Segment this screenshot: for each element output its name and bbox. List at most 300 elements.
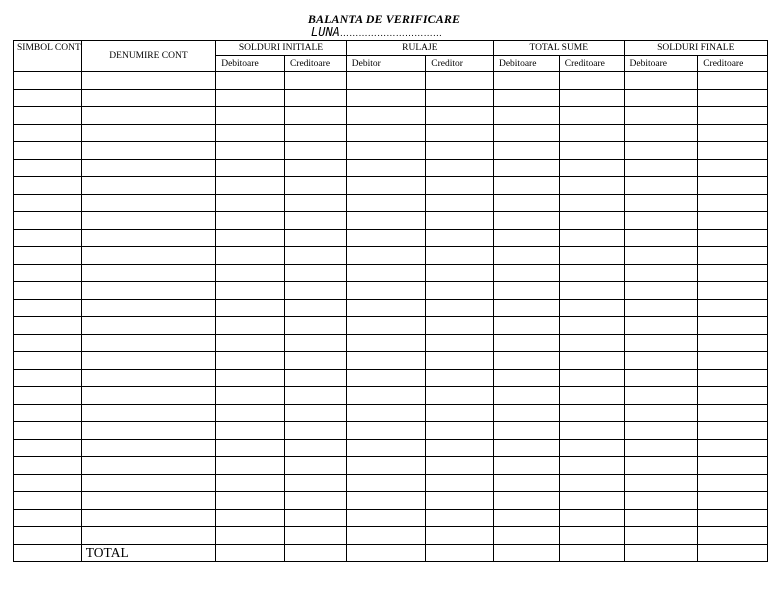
table-cell[interactable]: [81, 142, 215, 160]
table-cell[interactable]: [624, 422, 698, 440]
table-cell[interactable]: [559, 72, 624, 90]
table-cell[interactable]: [559, 282, 624, 300]
table-cell[interactable]: [493, 439, 559, 457]
table-cell[interactable]: [81, 422, 215, 440]
table-cell[interactable]: [493, 264, 559, 282]
table-cell[interactable]: [81, 369, 215, 387]
table-cell[interactable]: [14, 194, 82, 212]
table-cell[interactable]: [426, 334, 494, 352]
table-cell[interactable]: [81, 89, 215, 107]
table-cell[interactable]: [216, 177, 285, 195]
header-solduri-finale: SOLDURI FINALE: [624, 41, 767, 56]
table-cell[interactable]: [624, 474, 698, 492]
table-cell[interactable]: [346, 422, 426, 440]
table-cell[interactable]: [14, 317, 82, 335]
table-cell[interactable]: [624, 229, 698, 247]
table-cell[interactable]: [346, 89, 426, 107]
table-cell[interactable]: [559, 317, 624, 335]
table-cell[interactable]: [559, 509, 624, 527]
table-cell[interactable]: [14, 247, 82, 265]
table-cell[interactable]: [426, 474, 494, 492]
table-cell[interactable]: [14, 387, 82, 405]
table-cell[interactable]: [284, 264, 346, 282]
table-cell[interactable]: [493, 107, 559, 125]
table-cell[interactable]: [81, 509, 215, 527]
table-cell[interactable]: [698, 387, 768, 405]
table-cell[interactable]: [81, 317, 215, 335]
table-cell[interactable]: [493, 247, 559, 265]
table-cell[interactable]: [346, 264, 426, 282]
table-cell[interactable]: [698, 212, 768, 230]
table-cell[interactable]: [426, 492, 494, 510]
subheader-cell: Creditor: [426, 56, 494, 72]
table-cell[interactable]: [559, 142, 624, 160]
table-cell[interactable]: [216, 89, 285, 107]
table-cell[interactable]: [284, 334, 346, 352]
table-cell[interactable]: [426, 124, 494, 142]
table-cell[interactable]: [346, 212, 426, 230]
table-cell[interactable]: [624, 247, 698, 265]
table-cell[interactable]: [216, 229, 285, 247]
table-cell[interactable]: [284, 299, 346, 317]
table-cell[interactable]: [14, 474, 82, 492]
table-cell[interactable]: [284, 422, 346, 440]
table-cell[interactable]: [346, 439, 426, 457]
table-cell[interactable]: [426, 457, 494, 475]
table-cell[interactable]: [216, 334, 285, 352]
table-cell[interactable]: [14, 159, 82, 177]
table-cell[interactable]: [284, 492, 346, 510]
table-cell[interactable]: [284, 474, 346, 492]
table-cell[interactable]: [493, 282, 559, 300]
table-cell[interactable]: [698, 89, 768, 107]
document-title: BALANTA DE VERIFICARE: [307, 12, 461, 26]
total-row: [14, 544, 768, 561]
table-cell[interactable]: [426, 527, 494, 545]
table-cell[interactable]: [284, 352, 346, 370]
header-rulaje: RULAJE: [346, 41, 493, 56]
table-cell[interactable]: [624, 334, 698, 352]
table-cell[interactable]: [216, 72, 285, 90]
table-cell[interactable]: [14, 177, 82, 195]
table-cell[interactable]: [346, 177, 426, 195]
table-cell[interactable]: [493, 159, 559, 177]
table-cell[interactable]: [14, 527, 82, 545]
table-cell[interactable]: [81, 474, 215, 492]
table-cell[interactable]: [284, 142, 346, 160]
table-cell[interactable]: [559, 247, 624, 265]
table-cell[interactable]: [698, 457, 768, 475]
table-row: [14, 72, 768, 90]
table-cell[interactable]: [284, 89, 346, 107]
table-cell[interactable]: [81, 107, 215, 125]
table-row: [14, 194, 768, 212]
table-cell[interactable]: [559, 107, 624, 125]
table-cell[interactable]: [559, 299, 624, 317]
table-cell[interactable]: [698, 247, 768, 265]
table-cell[interactable]: [624, 387, 698, 405]
table-cell[interactable]: [624, 527, 698, 545]
table-cell[interactable]: [698, 142, 768, 160]
table-row: [14, 89, 768, 107]
table-cell[interactable]: [426, 247, 494, 265]
subheader-cell: Debitor: [346, 56, 426, 72]
table-cell[interactable]: [216, 282, 285, 300]
table-cell[interactable]: [81, 282, 215, 300]
table-cell[interactable]: [698, 299, 768, 317]
table-cell[interactable]: [493, 229, 559, 247]
table-cell[interactable]: [216, 317, 285, 335]
table-cell[interactable]: [493, 142, 559, 160]
table-row: [14, 107, 768, 125]
table-cell[interactable]: [81, 404, 215, 422]
table-cell[interactable]: [493, 72, 559, 90]
table-cell[interactable]: [216, 544, 285, 561]
table-row: [14, 212, 768, 230]
table-cell[interactable]: [426, 107, 494, 125]
table-cell[interactable]: [624, 107, 698, 125]
table-cell[interactable]: [624, 159, 698, 177]
table-cell[interactable]: [81, 194, 215, 212]
table-cell[interactable]: [698, 124, 768, 142]
table-cell[interactable]: [426, 439, 494, 457]
table-cell[interactable]: [14, 334, 82, 352]
table-cell[interactable]: [559, 264, 624, 282]
table-cell[interactable]: [346, 457, 426, 475]
table-cell[interactable]: [14, 212, 82, 230]
table-cell[interactable]: [624, 317, 698, 335]
table-cell[interactable]: [284, 544, 346, 561]
table-cell[interactable]: [493, 527, 559, 545]
table-cell[interactable]: [426, 404, 494, 422]
table-cell[interactable]: [559, 457, 624, 475]
table-cell[interactable]: [493, 317, 559, 335]
table-cell[interactable]: [559, 194, 624, 212]
table-cell[interactable]: [346, 72, 426, 90]
table-cell[interactable]: [698, 404, 768, 422]
table-cell[interactable]: [493, 212, 559, 230]
table-cell[interactable]: [81, 212, 215, 230]
table-cell[interactable]: [346, 509, 426, 527]
table-cell[interactable]: [493, 422, 559, 440]
table-cell[interactable]: [698, 509, 768, 527]
table-cell[interactable]: [559, 229, 624, 247]
table-cell[interactable]: [216, 142, 285, 160]
table-cell[interactable]: [493, 299, 559, 317]
table-cell[interactable]: [14, 229, 82, 247]
table-cell[interactable]: [698, 544, 768, 561]
table-cell[interactable]: [346, 404, 426, 422]
table-cell[interactable]: [426, 194, 494, 212]
table-row: [14, 352, 768, 370]
table-cell[interactable]: [216, 439, 285, 457]
table-cell[interactable]: [81, 229, 215, 247]
table-cell[interactable]: [346, 334, 426, 352]
table-cell[interactable]: [284, 194, 346, 212]
table-cell[interactable]: [559, 159, 624, 177]
table-cell[interactable]: [14, 352, 82, 370]
table-cell[interactable]: [698, 159, 768, 177]
table-cell[interactable]: [624, 492, 698, 510]
table-cell[interactable]: [624, 177, 698, 195]
table-cell[interactable]: [346, 474, 426, 492]
table-cell[interactable]: [698, 229, 768, 247]
table-cell[interactable]: [698, 422, 768, 440]
table-cell[interactable]: [698, 194, 768, 212]
table-cell[interactable]: [624, 439, 698, 457]
table-cell[interactable]: [426, 544, 494, 561]
table-cell[interactable]: [346, 387, 426, 405]
table-cell[interactable]: [493, 334, 559, 352]
table-cell[interactable]: [624, 404, 698, 422]
table-cell[interactable]: [216, 457, 285, 475]
table-cell[interactable]: [81, 177, 215, 195]
table-cell[interactable]: [216, 159, 285, 177]
table-cell[interactable]: [346, 492, 426, 510]
table-cell[interactable]: [559, 474, 624, 492]
table-cell[interactable]: [284, 229, 346, 247]
table-cell[interactable]: [426, 177, 494, 195]
table-cell[interactable]: [426, 352, 494, 370]
table-cell[interactable]: [426, 422, 494, 440]
table-cell[interactable]: [559, 177, 624, 195]
table-cell[interactable]: [284, 107, 346, 125]
table-cell[interactable]: [698, 282, 768, 300]
table-cell[interactable]: [284, 387, 346, 405]
table-cell[interactable]: [216, 474, 285, 492]
table-cell[interactable]: [426, 212, 494, 230]
table-cell[interactable]: [624, 194, 698, 212]
table-cell[interactable]: [284, 369, 346, 387]
table-row: [14, 124, 768, 142]
table-cell[interactable]: [284, 124, 346, 142]
table-cell[interactable]: [14, 282, 82, 300]
table-cell[interactable]: [493, 492, 559, 510]
table-cell[interactable]: [346, 229, 426, 247]
table-cell[interactable]: [624, 72, 698, 90]
table-cell[interactable]: [14, 299, 82, 317]
table-cell[interactable]: [14, 369, 82, 387]
table-cell[interactable]: [624, 369, 698, 387]
table-cell[interactable]: [216, 212, 285, 230]
table-cell[interactable]: [624, 509, 698, 527]
table-cell[interactable]: [284, 404, 346, 422]
table-cell[interactable]: [81, 264, 215, 282]
table-cell[interactable]: [346, 544, 426, 561]
table-cell[interactable]: [81, 247, 215, 265]
table-cell[interactable]: [624, 282, 698, 300]
table-cell[interactable]: [216, 107, 285, 125]
table-cell[interactable]: [216, 194, 285, 212]
table-cell[interactable]: [346, 317, 426, 335]
table-cell[interactable]: [81, 334, 215, 352]
table-cell[interactable]: [426, 72, 494, 90]
table-cell[interactable]: [216, 369, 285, 387]
table-cell[interactable]: [493, 509, 559, 527]
table-cell[interactable]: [426, 369, 494, 387]
table-cell[interactable]: [14, 107, 82, 125]
table-cell[interactable]: [426, 317, 494, 335]
table-cell[interactable]: [81, 457, 215, 475]
table-cell[interactable]: [14, 439, 82, 457]
table-cell[interactable]: [624, 89, 698, 107]
table-cell[interactable]: [426, 159, 494, 177]
table-cell[interactable]: [559, 124, 624, 142]
table-row: [14, 439, 768, 457]
table-cell[interactable]: [14, 422, 82, 440]
table-cell[interactable]: [559, 439, 624, 457]
table-cell[interactable]: [559, 89, 624, 107]
table-cell[interactable]: [493, 124, 559, 142]
table-row: [14, 527, 768, 545]
table-cell[interactable]: [624, 457, 698, 475]
table-cell[interactable]: [698, 369, 768, 387]
table-cell[interactable]: [346, 124, 426, 142]
table-cell[interactable]: [81, 159, 215, 177]
table-cell[interactable]: [426, 387, 494, 405]
table-cell[interactable]: [698, 72, 768, 90]
table-cell[interactable]: [698, 107, 768, 125]
table-cell[interactable]: [493, 457, 559, 475]
table-cell[interactable]: [284, 439, 346, 457]
table-cell[interactable]: [284, 159, 346, 177]
table-cell[interactable]: [284, 457, 346, 475]
table-cell[interactable]: [216, 404, 285, 422]
table-cell[interactable]: [559, 369, 624, 387]
table-cell[interactable]: [559, 527, 624, 545]
table-cell[interactable]: [493, 369, 559, 387]
table-cell[interactable]: [14, 124, 82, 142]
table-cell[interactable]: [426, 299, 494, 317]
table-cell[interactable]: [624, 352, 698, 370]
table-cell[interactable]: [14, 142, 82, 160]
table-cell[interactable]: [426, 264, 494, 282]
table-cell[interactable]: [284, 72, 346, 90]
table-cell[interactable]: [284, 282, 346, 300]
table-cell[interactable]: [346, 369, 426, 387]
table-cell[interactable]: [698, 334, 768, 352]
table-cell[interactable]: [624, 264, 698, 282]
table-cell[interactable]: [493, 177, 559, 195]
table-cell[interactable]: [81, 492, 215, 510]
table-cell[interactable]: [346, 159, 426, 177]
table-cell[interactable]: [698, 439, 768, 457]
table-cell[interactable]: [216, 492, 285, 510]
table-cell[interactable]: [216, 422, 285, 440]
table-cell[interactable]: [559, 334, 624, 352]
table-row: [14, 404, 768, 422]
table-cell[interactable]: [698, 177, 768, 195]
table-cell[interactable]: [284, 527, 346, 545]
table-cell[interactable]: [493, 194, 559, 212]
table-cell[interactable]: [14, 72, 82, 90]
table-cell[interactable]: [216, 387, 285, 405]
table-cell[interactable]: [624, 142, 698, 160]
table-cell[interactable]: [346, 142, 426, 160]
table-cell[interactable]: [216, 299, 285, 317]
table-cell[interactable]: [284, 509, 346, 527]
table-cell[interactable]: [81, 352, 215, 370]
table-cell[interactable]: [559, 387, 624, 405]
table-cell[interactable]: [698, 474, 768, 492]
table-cell[interactable]: [493, 544, 559, 561]
table-cell[interactable]: [346, 282, 426, 300]
table-cell[interactable]: [81, 387, 215, 405]
table-cell[interactable]: [284, 212, 346, 230]
table-cell[interactable]: [81, 439, 215, 457]
table-cell[interactable]: [346, 299, 426, 317]
table-cell[interactable]: [426, 509, 494, 527]
table-cell[interactable]: [81, 124, 215, 142]
table-cell[interactable]: [346, 194, 426, 212]
table-cell[interactable]: [698, 527, 768, 545]
table-cell[interactable]: [216, 527, 285, 545]
table-cell[interactable]: [493, 352, 559, 370]
table-cell[interactable]: [698, 352, 768, 370]
table-cell[interactable]: [426, 282, 494, 300]
table-cell[interactable]: [81, 527, 215, 545]
table-row: [14, 177, 768, 195]
table-cell[interactable]: [216, 352, 285, 370]
table-cell[interactable]: [14, 492, 82, 510]
table-cell[interactable]: [346, 247, 426, 265]
table-cell[interactable]: [624, 212, 698, 230]
table-cell[interactable]: [14, 89, 82, 107]
month-label: LUNA: [311, 25, 340, 39]
table-cell[interactable]: [216, 509, 285, 527]
table-cell[interactable]: [698, 264, 768, 282]
table-cell[interactable]: [559, 544, 624, 561]
table-row: [14, 369, 768, 387]
table-cell[interactable]: [493, 404, 559, 422]
table-cell[interactable]: [346, 352, 426, 370]
table-cell[interactable]: [346, 107, 426, 125]
table-cell[interactable]: [624, 544, 698, 561]
month-line: [311, 25, 442, 40]
table-cell[interactable]: [216, 264, 285, 282]
table-cell[interactable]: [493, 474, 559, 492]
table-cell[interactable]: [216, 247, 285, 265]
table-cell[interactable]: [426, 229, 494, 247]
table-cell[interactable]: [14, 404, 82, 422]
table-cell[interactable]: [14, 457, 82, 475]
table-cell[interactable]: [81, 72, 215, 90]
table-cell[interactable]: [216, 124, 285, 142]
table-cell[interactable]: [624, 299, 698, 317]
table-cell[interactable]: [559, 492, 624, 510]
table-cell[interactable]: [559, 352, 624, 370]
table-cell[interactable]: [284, 247, 346, 265]
table-cell[interactable]: [559, 404, 624, 422]
table-cell[interactable]: [624, 124, 698, 142]
table-cell[interactable]: [698, 492, 768, 510]
table-cell[interactable]: [559, 212, 624, 230]
table-cell[interactable]: [14, 509, 82, 527]
table-cell[interactable]: [14, 544, 82, 561]
table-cell[interactable]: [284, 177, 346, 195]
table-cell[interactable]: [493, 387, 559, 405]
table-cell[interactable]: [698, 317, 768, 335]
table-cell[interactable]: [14, 264, 82, 282]
table-cell[interactable]: [284, 317, 346, 335]
table-cell[interactable]: [426, 89, 494, 107]
table-cell[interactable]: [493, 89, 559, 107]
table-cell[interactable]: [346, 527, 426, 545]
table-cell[interactable]: [426, 142, 494, 160]
table-cell[interactable]: [559, 422, 624, 440]
table-cell[interactable]: [81, 299, 215, 317]
table-row: [14, 334, 768, 352]
